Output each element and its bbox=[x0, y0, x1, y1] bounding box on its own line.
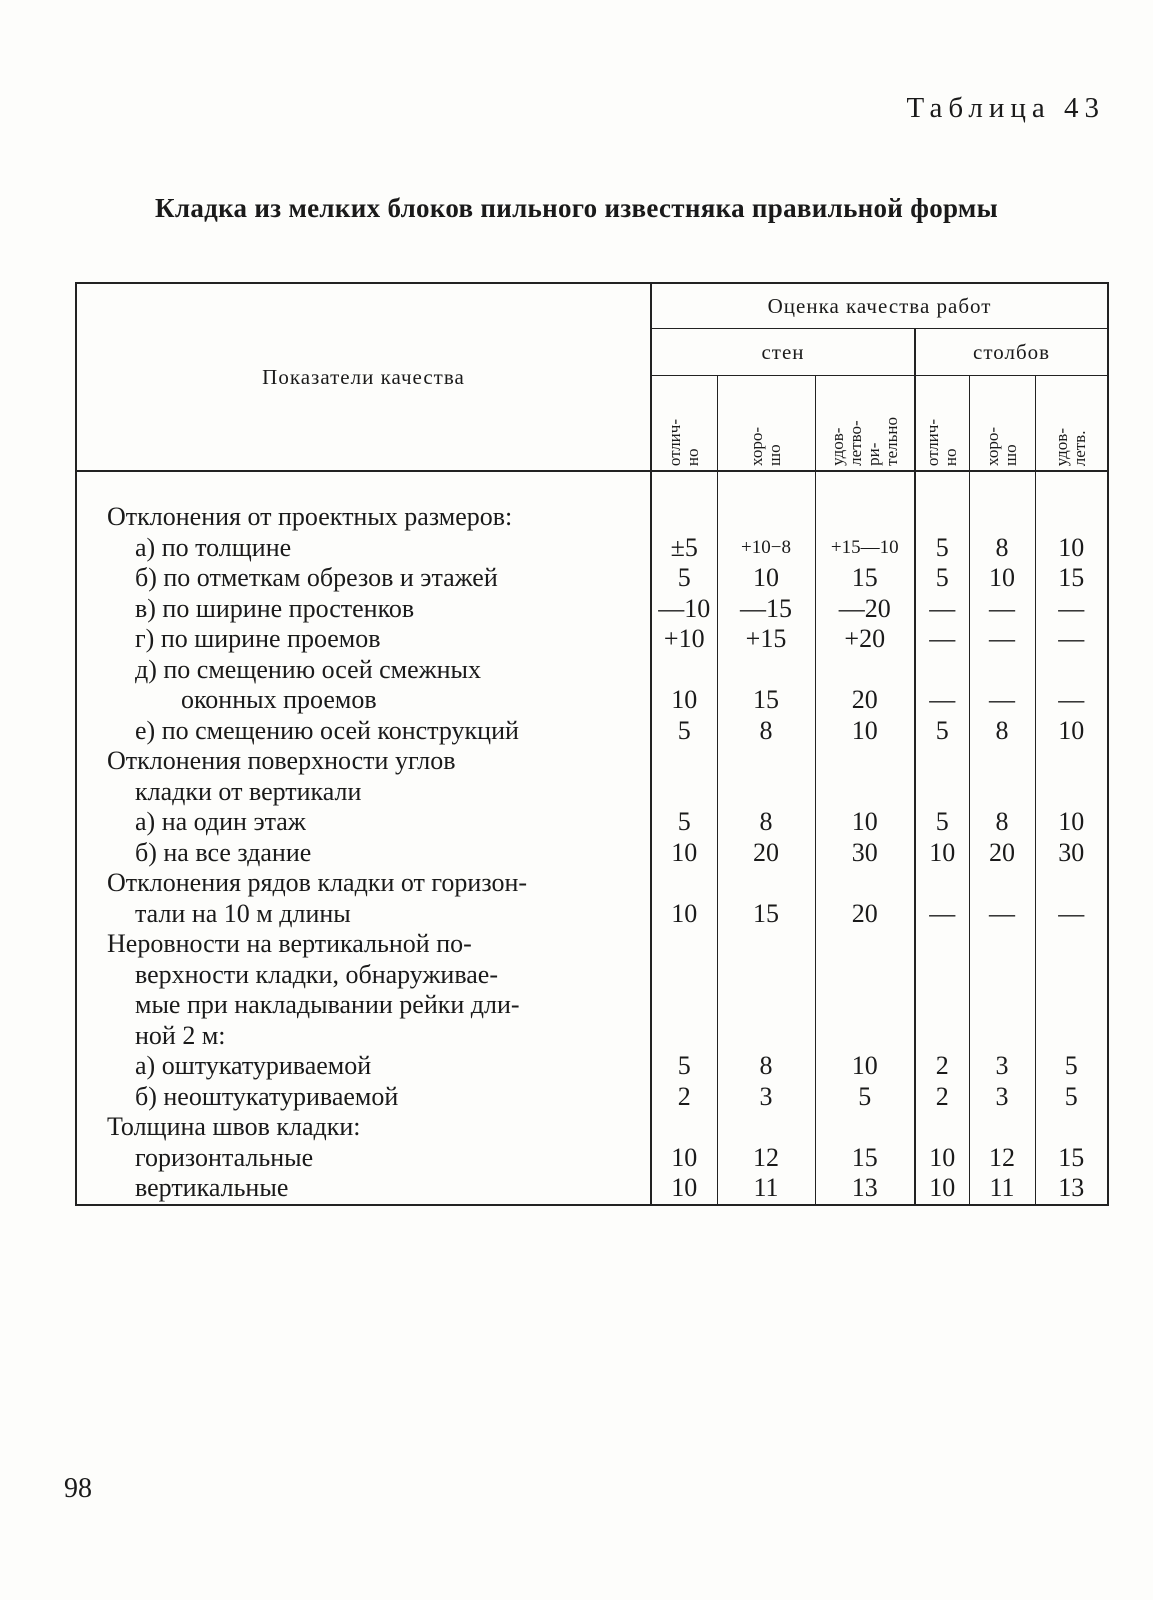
value-cell bbox=[651, 960, 717, 991]
spacer-cell bbox=[651, 471, 717, 502]
spacer-cell bbox=[717, 471, 815, 502]
value-cell: 30 bbox=[1035, 838, 1108, 869]
table-row bbox=[76, 868, 1108, 899]
value-cell bbox=[1035, 960, 1108, 991]
row-label bbox=[76, 716, 651, 747]
row-label bbox=[76, 1143, 651, 1174]
row-label bbox=[76, 929, 651, 960]
value-cell: — bbox=[915, 624, 969, 655]
value-cell: 10 bbox=[915, 1173, 969, 1205]
row-label-text: б) неоштукатуриваемой bbox=[135, 1081, 399, 1111]
table-row bbox=[76, 563, 1108, 594]
spacer-cell bbox=[915, 471, 969, 502]
value-cell: 8 bbox=[717, 716, 815, 747]
value-cell bbox=[969, 868, 1035, 899]
evaluation-header bbox=[651, 283, 1108, 329]
quality-table bbox=[75, 282, 1107, 1214]
table-row bbox=[76, 990, 1108, 1021]
value-cell: 20 bbox=[815, 899, 915, 930]
row-label-text: б) по отметкам обрезов и этажей bbox=[135, 563, 498, 593]
group-pillars-text: столбов bbox=[973, 339, 1051, 364]
value-cell: 20 bbox=[969, 838, 1035, 869]
value-cell bbox=[651, 990, 717, 1021]
column-header-walls-satisfactory bbox=[815, 376, 915, 472]
row-label bbox=[76, 624, 651, 655]
page-number: 98 bbox=[64, 1473, 92, 1504]
value-cell bbox=[915, 1112, 969, 1143]
value-cell bbox=[815, 868, 915, 899]
table-spacer-row bbox=[76, 471, 1108, 502]
table-row bbox=[76, 1051, 1108, 1082]
value-cell: 10 bbox=[1035, 807, 1108, 838]
value-cell: +20 bbox=[815, 624, 915, 655]
value-cell bbox=[717, 1112, 815, 1143]
row-label-text: а) на один этаж bbox=[135, 807, 306, 837]
row-label bbox=[76, 838, 651, 869]
value-cell: 30 bbox=[815, 838, 915, 869]
value-cell: 15 bbox=[815, 563, 915, 594]
value-cell: 11 bbox=[717, 1173, 815, 1205]
table-row bbox=[76, 655, 1108, 686]
row-label-text: е) по смещению осей конструкций bbox=[135, 715, 519, 745]
group-walls-header bbox=[651, 329, 915, 376]
value-cell: 13 bbox=[1035, 1173, 1108, 1205]
value-cell bbox=[969, 655, 1035, 686]
value-cell: 10 bbox=[815, 1051, 915, 1082]
value-cell bbox=[1035, 655, 1108, 686]
value-cell bbox=[651, 502, 717, 533]
value-cell: — bbox=[1035, 594, 1108, 625]
value-cell bbox=[651, 868, 717, 899]
table-row bbox=[76, 502, 1108, 533]
table-row bbox=[76, 746, 1108, 777]
value-cell: 10 bbox=[651, 685, 717, 716]
value-cell bbox=[969, 1112, 1035, 1143]
table-body bbox=[76, 471, 1108, 1205]
table-row bbox=[76, 899, 1108, 930]
group-walls-text: стен bbox=[761, 339, 805, 364]
table-row bbox=[76, 929, 1108, 960]
row-label-text: тали на 10 м длины bbox=[135, 898, 351, 928]
table-row bbox=[76, 624, 1108, 655]
value-cell: — bbox=[969, 594, 1035, 625]
row-label bbox=[76, 1173, 651, 1205]
value-cell bbox=[815, 1112, 915, 1143]
value-cell bbox=[915, 868, 969, 899]
value-cell bbox=[1035, 746, 1108, 777]
value-cell: 5 bbox=[915, 807, 969, 838]
value-cell: — bbox=[1035, 685, 1108, 716]
value-cell bbox=[1035, 502, 1108, 533]
value-cell: 10 bbox=[651, 1143, 717, 1174]
row-label-text: Толщина швов кладки: bbox=[107, 1112, 361, 1142]
value-cell: 10 bbox=[969, 563, 1035, 594]
value-cell bbox=[651, 746, 717, 777]
row-label bbox=[76, 746, 651, 777]
row-label bbox=[76, 1082, 651, 1113]
row-label-text: в) по ширине простенков bbox=[135, 593, 415, 623]
value-cell: 2 bbox=[651, 1082, 717, 1113]
column-header-pillars-excellent bbox=[915, 376, 969, 472]
value-cell: 10 bbox=[915, 1143, 969, 1174]
value-cell: 3 bbox=[969, 1051, 1035, 1082]
value-cell bbox=[1035, 1112, 1108, 1143]
value-cell: +10 bbox=[651, 624, 717, 655]
value-cell bbox=[717, 929, 815, 960]
table-row bbox=[76, 777, 1108, 808]
value-cell: 15 bbox=[815, 1143, 915, 1174]
value-cell bbox=[915, 746, 969, 777]
table-row bbox=[76, 1112, 1108, 1143]
value-cell bbox=[815, 929, 915, 960]
table-title: Кладка из мелких блоков пильного известняка правильной формы bbox=[155, 193, 998, 223]
row-label bbox=[76, 868, 651, 899]
value-cell bbox=[717, 502, 815, 533]
value-cell: — bbox=[915, 594, 969, 625]
row-label bbox=[76, 1051, 651, 1082]
value-cell: 11 bbox=[969, 1173, 1035, 1205]
table-number: Таблица 43 bbox=[906, 92, 1105, 124]
row-label-text: Неровности на вертикальной по- bbox=[107, 929, 472, 959]
value-cell: — bbox=[969, 624, 1035, 655]
value-cell bbox=[969, 746, 1035, 777]
row-label bbox=[76, 502, 651, 533]
table-row bbox=[76, 1082, 1108, 1113]
row-label-text: а) по толщине bbox=[135, 532, 292, 562]
table-row bbox=[76, 807, 1108, 838]
value-cell bbox=[1035, 868, 1108, 899]
value-cell bbox=[815, 746, 915, 777]
value-cell: 20 bbox=[717, 838, 815, 869]
value-cell bbox=[969, 929, 1035, 960]
table-row bbox=[76, 1021, 1108, 1052]
value-cell bbox=[717, 777, 815, 808]
value-cell bbox=[717, 1021, 815, 1052]
value-cell: 8 bbox=[969, 533, 1035, 564]
value-cell bbox=[915, 502, 969, 533]
value-cell: — bbox=[969, 899, 1035, 930]
value-cell bbox=[815, 777, 915, 808]
table-row bbox=[76, 533, 1108, 564]
value-cell bbox=[717, 960, 815, 991]
column-header-walls-excellent bbox=[651, 376, 717, 472]
row-label bbox=[76, 807, 651, 838]
value-cell: 5 bbox=[651, 563, 717, 594]
indicator-header-text: Показатели качества bbox=[262, 364, 465, 389]
value-cell bbox=[717, 746, 815, 777]
value-cell: 13 bbox=[815, 1173, 915, 1205]
value-cell bbox=[1035, 990, 1108, 1021]
table-row bbox=[76, 838, 1108, 869]
row-label bbox=[76, 899, 651, 930]
value-cell bbox=[1035, 929, 1108, 960]
value-cell: 5 bbox=[915, 533, 969, 564]
spacer-cell bbox=[1035, 471, 1108, 502]
value-cell: — bbox=[915, 899, 969, 930]
value-cell bbox=[815, 960, 915, 991]
value-cell: 15 bbox=[717, 899, 815, 930]
value-cell: 10 bbox=[651, 838, 717, 869]
value-cell: 10 bbox=[915, 838, 969, 869]
value-cell bbox=[815, 502, 915, 533]
indicator-header bbox=[76, 283, 651, 471]
value-cell bbox=[651, 1021, 717, 1052]
value-cell: 8 bbox=[717, 1051, 815, 1082]
value-cell bbox=[815, 990, 915, 1021]
row-label bbox=[76, 594, 651, 625]
row-label-text: верхности кладки, обнаруживае- bbox=[135, 959, 499, 989]
column-header-text: удов- летво- ри- тельно bbox=[827, 417, 901, 466]
value-cell: 5 bbox=[651, 1051, 717, 1082]
value-cell bbox=[969, 990, 1035, 1021]
column-header-pillars-good bbox=[969, 376, 1035, 472]
row-label bbox=[76, 1112, 651, 1143]
value-cell bbox=[651, 1112, 717, 1143]
value-cell bbox=[915, 960, 969, 991]
value-cell: 10 bbox=[717, 563, 815, 594]
row-label-text: б) на все здание bbox=[135, 837, 312, 867]
row-label-text: Отклонения поверхности углов bbox=[107, 746, 456, 776]
value-cell: — bbox=[969, 685, 1035, 716]
row-label bbox=[76, 655, 651, 686]
table-row bbox=[76, 716, 1108, 747]
value-cell bbox=[815, 1021, 915, 1052]
value-cell bbox=[969, 960, 1035, 991]
row-label bbox=[76, 563, 651, 594]
group-pillars-header bbox=[915, 329, 1108, 376]
value-cell: 3 bbox=[717, 1082, 815, 1113]
row-label bbox=[76, 1021, 651, 1052]
value-cell bbox=[717, 990, 815, 1021]
value-cell: 8 bbox=[969, 716, 1035, 747]
value-cell: ±5 bbox=[651, 533, 717, 564]
value-cell: 10 bbox=[651, 1173, 717, 1205]
value-cell: +15—10 bbox=[815, 533, 915, 564]
value-cell bbox=[651, 777, 717, 808]
row-label-text: д) по смещению осей смежных bbox=[135, 654, 481, 684]
value-cell bbox=[915, 777, 969, 808]
row-label bbox=[76, 960, 651, 991]
value-cell: 5 bbox=[815, 1082, 915, 1113]
value-cell: 8 bbox=[969, 807, 1035, 838]
value-cell: 10 bbox=[815, 716, 915, 747]
evaluation-header-text: Оценка качества работ bbox=[767, 293, 992, 318]
spacer-cell bbox=[969, 471, 1035, 502]
value-cell: 20 bbox=[815, 685, 915, 716]
row-label-text: вертикальные bbox=[135, 1173, 289, 1203]
value-cell: —20 bbox=[815, 594, 915, 625]
spacer-cell bbox=[815, 471, 915, 502]
row-label-text: горизонтальные bbox=[135, 1142, 314, 1172]
value-cell bbox=[915, 1021, 969, 1052]
column-header-text: отлич- но bbox=[923, 418, 961, 466]
value-cell: — bbox=[1035, 899, 1108, 930]
value-cell: —10 bbox=[651, 594, 717, 625]
row-label-text: мые при накладывании рейки дли- bbox=[135, 990, 520, 1020]
value-cell: 12 bbox=[969, 1143, 1035, 1174]
value-cell: 10 bbox=[1035, 533, 1108, 564]
value-cell: — bbox=[1035, 624, 1108, 655]
value-cell: 2 bbox=[915, 1082, 969, 1113]
row-label-text: оконных проемов bbox=[181, 685, 377, 715]
row-label-text: г) по ширине проемов bbox=[135, 624, 381, 654]
value-cell bbox=[651, 929, 717, 960]
value-cell bbox=[1035, 1021, 1108, 1052]
value-cell: 12 bbox=[717, 1143, 815, 1174]
value-cell: 5 bbox=[651, 807, 717, 838]
value-cell bbox=[915, 990, 969, 1021]
value-cell: 5 bbox=[915, 716, 969, 747]
value-cell bbox=[717, 868, 815, 899]
value-cell bbox=[915, 929, 969, 960]
table-row bbox=[76, 1143, 1108, 1174]
value-cell: 5 bbox=[1035, 1082, 1108, 1113]
value-cell: +10−8 bbox=[717, 533, 815, 564]
value-cell: 5 bbox=[651, 716, 717, 747]
value-cell: +15 bbox=[717, 624, 815, 655]
column-header-pillars-satisfactory bbox=[1035, 376, 1108, 472]
table-row bbox=[76, 594, 1108, 625]
value-cell bbox=[915, 655, 969, 686]
row-label-text: ной 2 м: bbox=[135, 1020, 226, 1050]
value-cell: 5 bbox=[915, 563, 969, 594]
row-label-text: Отклонения рядов кладки от горизон- bbox=[107, 868, 528, 898]
value-cell: 15 bbox=[1035, 563, 1108, 594]
row-label-text: а) оштукатуриваемой bbox=[135, 1051, 372, 1081]
value-cell: 8 bbox=[717, 807, 815, 838]
column-header-text: отлич- но bbox=[665, 418, 703, 466]
value-cell: 15 bbox=[717, 685, 815, 716]
value-cell bbox=[969, 502, 1035, 533]
value-cell: 10 bbox=[651, 899, 717, 930]
value-cell bbox=[717, 655, 815, 686]
row-label bbox=[76, 533, 651, 564]
row-label bbox=[76, 685, 651, 716]
value-cell bbox=[815, 655, 915, 686]
column-header-walls-good bbox=[717, 376, 815, 472]
quality-table-grid bbox=[75, 282, 1109, 1206]
value-cell: 10 bbox=[815, 807, 915, 838]
column-header-text: хоро- шо bbox=[983, 426, 1020, 466]
value-cell: —15 bbox=[717, 594, 815, 625]
table-row bbox=[76, 960, 1108, 991]
row-label bbox=[76, 990, 651, 1021]
spacer-cell bbox=[76, 471, 651, 502]
value-cell: — bbox=[915, 685, 969, 716]
value-cell: 3 bbox=[969, 1082, 1035, 1113]
value-cell bbox=[969, 777, 1035, 808]
value-cell bbox=[1035, 777, 1108, 808]
table-row bbox=[76, 685, 1108, 716]
value-cell: 2 bbox=[915, 1051, 969, 1082]
value-cell: 15 bbox=[1035, 1143, 1108, 1174]
table-row bbox=[76, 1173, 1108, 1205]
row-label-text: Отклонения от проектных размеров: bbox=[107, 502, 513, 532]
column-header-text: хоро- шо bbox=[747, 426, 784, 466]
value-cell: 10 bbox=[1035, 716, 1108, 747]
value-cell bbox=[969, 1021, 1035, 1052]
value-cell: 5 bbox=[1035, 1051, 1108, 1082]
value-cell bbox=[651, 655, 717, 686]
column-header-text: удов- летв. bbox=[1052, 427, 1090, 466]
row-label-text: кладки от вертикали bbox=[135, 776, 362, 806]
row-label bbox=[76, 777, 651, 808]
